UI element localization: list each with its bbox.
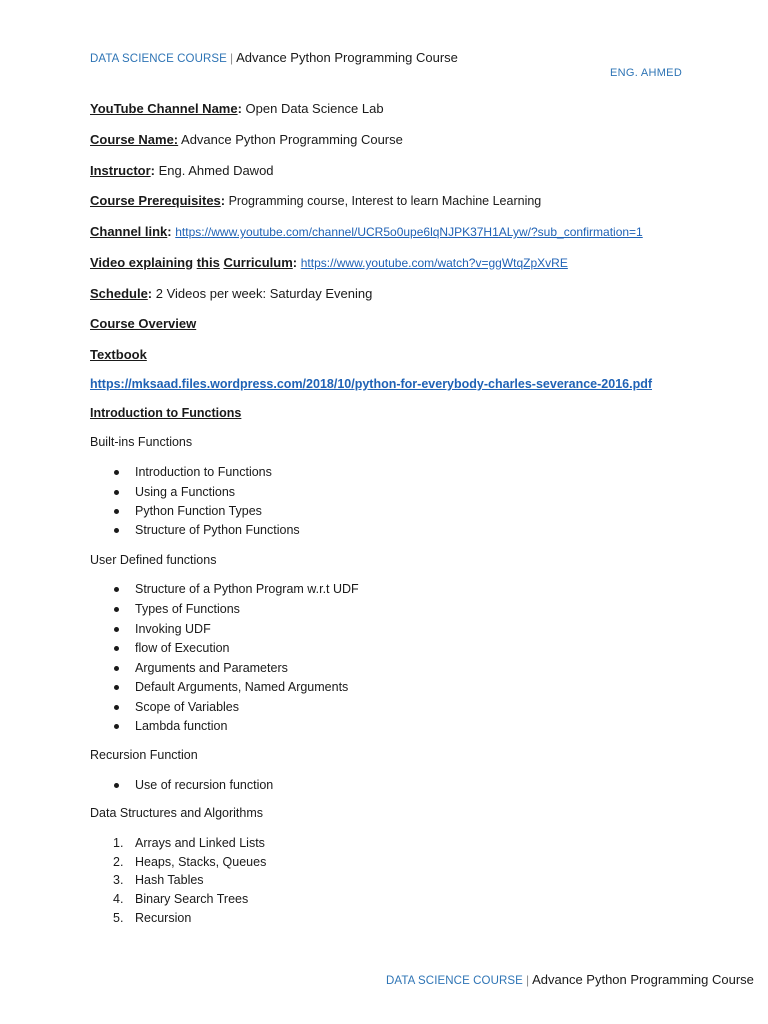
video-curriculum-url[interactable]: https://www.youtube.com/watch?v=ggWtqZpXvRE: [300, 256, 568, 270]
video-curriculum-label-a: Video explaining: [90, 255, 194, 270]
builtins-heading: Built-ins Functions: [90, 435, 193, 449]
prerequisites-line: [90, 193, 541, 208]
list-number: 1.: [113, 836, 124, 850]
list-item: flow of Execution: [135, 641, 230, 655]
prerequisites-label: Course Prerequisites: [90, 193, 221, 208]
header-course-tag: DATA SCIENCE COURSE: [90, 53, 227, 65]
udf-heading: User Defined functions: [90, 553, 217, 567]
header-course-title: Advance Python Programming Course: [236, 50, 458, 65]
list-number: 4.: [113, 892, 124, 906]
video-curriculum-label-c: Curriculum: [223, 255, 293, 270]
course-name-line: [90, 132, 403, 147]
list-item: Default Arguments, Named Arguments: [135, 680, 349, 694]
instructor-value: Eng. Ahmed Dawod: [155, 163, 274, 178]
functions-heading: Introduction to Functions: [90, 406, 242, 420]
channel-name-sep: :: [237, 101, 242, 116]
bullet-icon: [114, 724, 119, 729]
video-curriculum-sep: :: [292, 255, 301, 270]
channel-link-sep: :: [167, 224, 176, 239]
channel-link-url[interactable]: https://www.youtube.com/channel/UCR5o0upe6lqNJPK37H1ALyw/?sub_confirmation=1: [175, 225, 643, 239]
schedule-label: Schedule: [90, 286, 148, 301]
bullet-icon: [114, 607, 119, 612]
video-curriculum-line: [90, 255, 568, 270]
video-curriculum-label-b: this: [196, 255, 220, 270]
list-item: Recursion: [135, 911, 192, 925]
header-separator: |: [229, 51, 234, 65]
prerequisites-sep: :: [220, 193, 226, 208]
dsa-heading: Data Structures and Algorithms: [90, 806, 263, 820]
channel-name-line: [90, 101, 384, 116]
list-item: Binary Search Trees: [135, 892, 249, 906]
course-name-label: Course Name:: [90, 132, 179, 147]
bullet-icon: [114, 666, 119, 671]
list-item: Lambda function: [135, 719, 228, 733]
schedule-sep: :: [147, 286, 153, 301]
bullet-icon: [114, 509, 119, 514]
list-number: 5.: [113, 911, 124, 925]
bullet-icon: [114, 490, 119, 495]
textbook-heading: Textbook: [90, 347, 147, 362]
list-item: Introduction to Functions: [135, 465, 272, 479]
list-item: Structure of Python Functions: [135, 523, 300, 537]
list-item: Scope of Variables: [135, 700, 239, 714]
bullet-icon: [114, 470, 119, 475]
list-item: Types of Functions: [135, 602, 240, 616]
bullet-icon: [114, 783, 119, 788]
bullet-icon: [114, 646, 119, 651]
list-item: Python Function Types: [135, 504, 262, 518]
list-item: Arguments and Parameters: [135, 661, 288, 675]
page-footer: [386, 971, 754, 989]
bullet-icon: [114, 587, 119, 592]
schedule-value: 2 Videos per week: Saturday Evening: [152, 286, 373, 301]
list-item: Arrays and Linked Lists: [135, 836, 265, 850]
bullet-icon: [114, 528, 119, 533]
list-item: Invoking UDF: [135, 622, 211, 636]
channel-link-line: [90, 224, 643, 239]
list-item: Hash Tables: [135, 873, 204, 887]
instructor-line: [90, 163, 274, 178]
course-name-value: Advance Python Programming Course: [178, 132, 403, 147]
instructor-label: Instructor: [90, 163, 151, 178]
list-item: Heaps, Stacks, Queues: [135, 855, 267, 869]
channel-link-label: Channel link: [90, 224, 168, 239]
footer-course-title: Advance Python Programming Course: [532, 972, 754, 987]
channel-name-label: YouTube Channel Name: [90, 101, 238, 116]
list-number: 3.: [113, 873, 124, 887]
channel-name-value: Open Data Science Lab: [241, 101, 384, 116]
list-item: Use of recursion function: [135, 778, 274, 792]
bullet-icon: [114, 627, 119, 632]
bullet-icon: [114, 685, 119, 690]
footer-course-tag: DATA SCIENCE COURSE: [386, 975, 523, 987]
list-item: Using a Functions: [135, 485, 236, 499]
course-overview-heading: Course Overview: [90, 316, 197, 331]
header-author: ENG. AHMED: [610, 67, 683, 79]
instructor-sep: :: [150, 163, 156, 178]
list-number: 2.: [113, 855, 124, 869]
textbook-link[interactable]: https://mksaad.files.wordpress.com/2018/10/python-for-everybody-charles-severance-2016.pdf: [90, 377, 653, 391]
recursion-heading: Recursion Function: [90, 748, 198, 762]
footer-separator: |: [525, 973, 530, 987]
bullet-icon: [114, 705, 119, 710]
prerequisites-value: Programming course, Interest to learn Machine Learning: [225, 194, 542, 208]
page-header: [90, 49, 458, 67]
list-item: Structure of a Python Program w.r.t UDF: [135, 582, 359, 596]
schedule-line: [90, 286, 372, 301]
